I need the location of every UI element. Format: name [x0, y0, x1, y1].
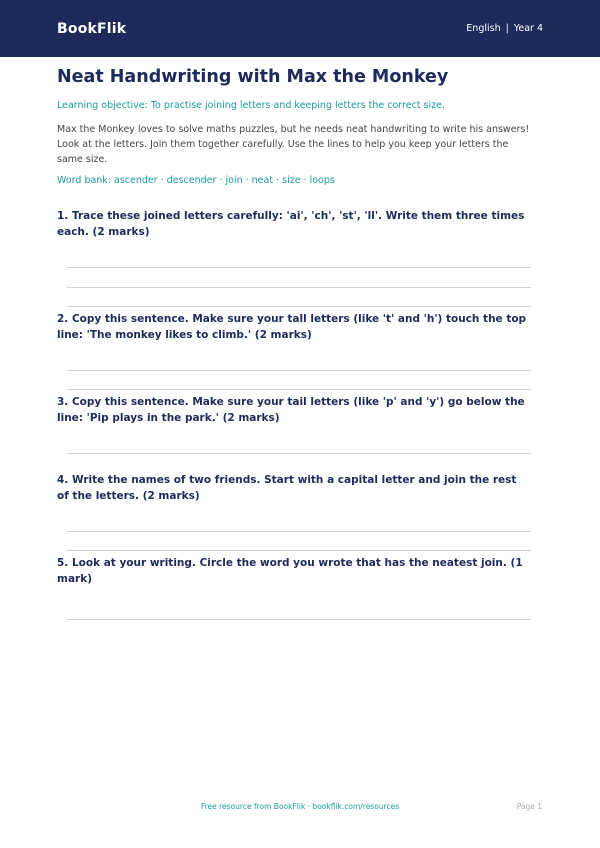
answer-line[interactable] — [67, 370, 531, 371]
learning-objective: Learning objective: To practise joining letters and keeping letters the correct size. — [57, 100, 445, 111]
question-text: 2. Copy this sentence. Make sure your tall letters (like 't' and 'h') touch the top line: 'The monkey likes to climb.' (2 marks) — [57, 313, 527, 341]
question-2 — [57, 306, 531, 371]
question-4 — [57, 472, 531, 532]
answer-line[interactable] — [67, 531, 531, 532]
worksheet-content — [57, 66, 531, 620]
question-text: 1. Trace these joined letters carefully: 'ai', 'ch', 'st', 'll'. Write them three times each. (2 marks) — [57, 210, 525, 238]
question-text: 3. Copy this sentence. Make sure your tail letters (like 'p' and 'y') go below the line: 'Pip plays in the park.' (2 marks) — [57, 396, 525, 424]
footer-resource-link[interactable]: Free resource from BookFlik · bookflik.com/resources — [200, 802, 400, 811]
answer-line[interactable] — [67, 453, 531, 454]
subject-label: English — [466, 23, 501, 34]
answer-line[interactable] — [67, 619, 531, 620]
question-divider — [67, 389, 531, 390]
question-5 — [57, 550, 531, 620]
brand-logo[interactable]: BookFlik — [57, 20, 127, 37]
page-footer — [0, 800, 600, 816]
word-bank: Word bank: ascender · descender · join · neat · size · loops — [57, 175, 335, 186]
year-label: Year 4 — [513, 23, 543, 34]
header-separator: | — [505, 23, 509, 34]
question-text: 4. Write the names of two friends. Start with a capital letter and join the rest of the letters. (2 marks) — [57, 474, 517, 502]
answer-line[interactable] — [67, 267, 531, 268]
answer-line[interactable] — [67, 287, 531, 288]
page-number: Page 1 — [516, 802, 542, 811]
question-text: 5. Look at your writing. Circle the word you wrote that has the neatest join. (1 mark) — [57, 557, 523, 585]
question-3 — [57, 389, 531, 454]
question-divider — [67, 550, 531, 551]
page-header — [0, 0, 600, 57]
question-1 — [57, 208, 531, 288]
header-meta — [466, 23, 543, 34]
question-divider — [67, 306, 531, 307]
intro-paragraph: Max the Monkey loves to solve maths puzzles, but he needs neat handwriting to write his answers! Look at the letters. Join them together carefully. Use the lines to help you keep your letters the same size. — [57, 124, 530, 165]
page-title: Neat Handwriting with Max the Monkey — [57, 67, 449, 87]
